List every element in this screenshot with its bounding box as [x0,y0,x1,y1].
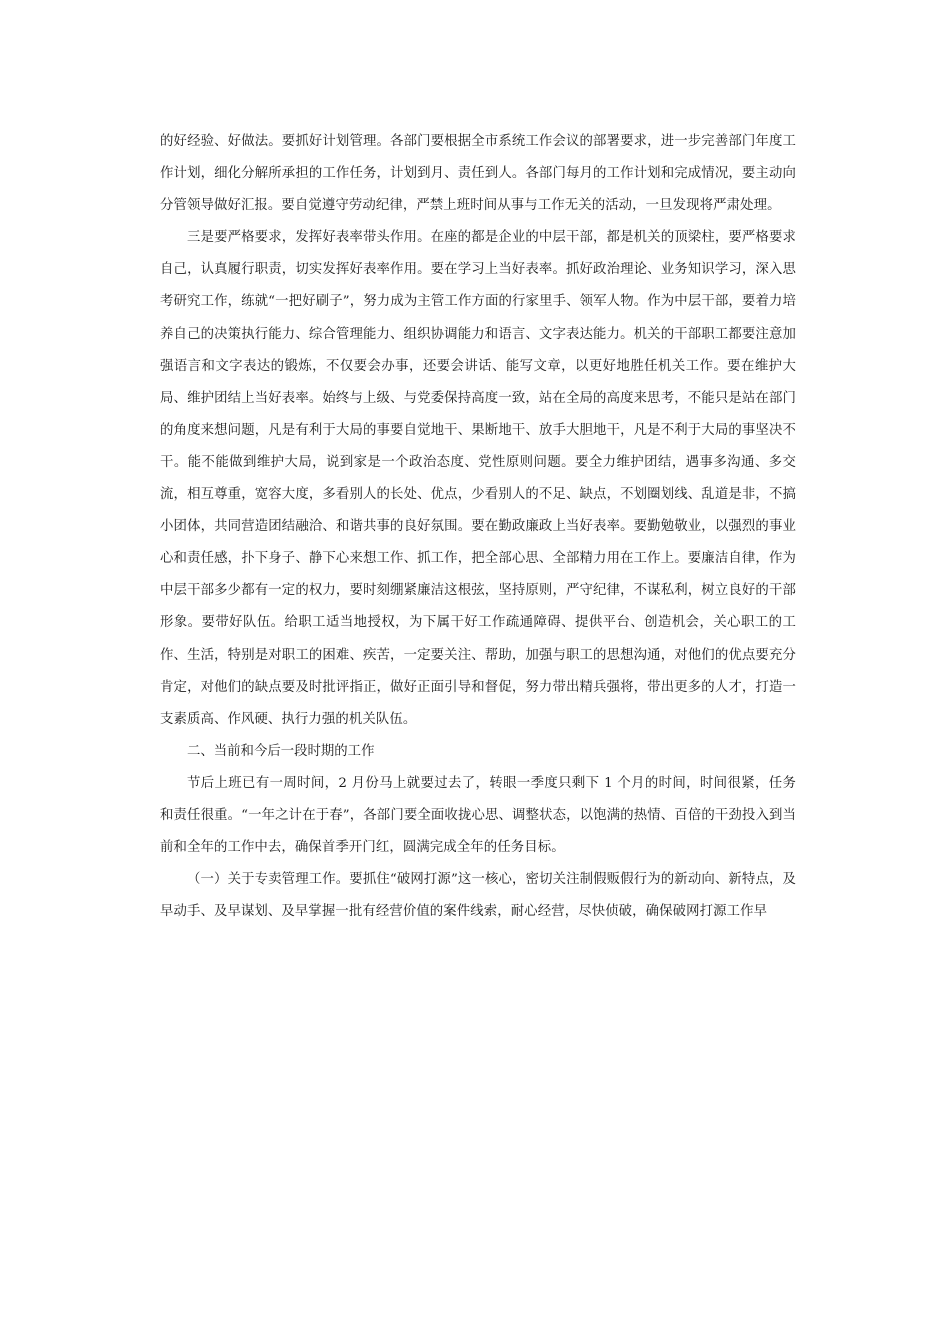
paragraph-4: （一）关于专卖管理工作。要抓住“破网打源”这一核心，密切关注制假贩假行为的新动向、新特点，及早动手、及早谋划、及早掌握一批有经营价值的案件线索，耐心经营，尽快侦破，确保破网打源工作早 [160,872,796,920]
paragraph-3: 节后上班已有一周时间，2 月份马上就要过去了，转眼一季度只剩下 1 个月的时间，时间很紧，任务和责任很重。“一年之计在于春”，各部门要全面收拢心思、调整状态，以饱满的热情、百倍的干劲投入到当前和全年的工作中去，确保首季开门红，圆满完成全年的任务目标。 [160,775,796,856]
section-heading: 二、当前和今后一段时期的工作 [187,743,375,759]
paragraph-2: 三是要严格要求，发挥好表率带头作用。在座的都是企业的中层干部，都是机关的顶梁柱，要严格要求自己，认真履行职责，切实发挥好表率作用。要在学习上当好表率。抓好政治理论、业务知识学习，深入思考研究工作，练就“一把好刷子”，努力成为主管工作方面的行家里手、领军人物。作为中层干部，要着力培养自己的决策执行能力、综合管理能力、组织协调能力和语言、文字表达能力。机关的干部职工都要注意加强语言和文字表达的锻炼，不仅要会办事，还要会讲话、能写文章，以更好地胜任机关工作。要在维护大局、维护团结上当好表率。始终与上级、与党委保持高度一致，站在全局的高度来思考，不能只是站在部门的角度来想问题，凡是有利于大局的事要自觉地干、果断地干、放手大胆地干，凡是不利于大局的事坚决不干。能不能做到维护大局，说到家是一个政治态度、党性原则问题。要全力维护团结，遇事多沟通、多交流，相互尊重，宽容大度，多看别人的长处、优点，少看别人的不足、缺点，不划圈划线、乱道是非，不搞小团体，共同营造团结融洽、和谐共事的良好氛围。要在勤政廉政上当好表率。要勤勉敬业，以强烈的事业心和责任感，扑下身子、静下心来想工作、抓工作，把全部心思、全部精力用在工作上。要廉洁自律，作为中层干部多少都有一定的权力，要时刻绷紧廉洁这根弦，坚持原则，严守纪律，不谋私利，树立良好的干部形象。要带好队伍。给职工适当地授权，为下属干好工作疏通障碍、提供平台、创造机会，关心职工的工作、生活，特别是对职工的困难、疾苦，一定要关注、帮助，加强与职工的思想沟通，对他们的优点要充分肯定，对他们的缺点要及时批评指正，做好正面引导和督促，努力带出精兵强将，带出更多的人才，打造一支素质高、作风硬、执行力强的机关队伍。 [160,230,796,727]
document-page [160,126,796,928]
paragraph-1: 的好经验、好做法。要抓好计划管理。各部门要根据全市系统工作会议的部署要求，进一步完善部门年度工作计划，细化分解所承担的工作任务，计划到月、责任到人。各部门每月的工作计划和完成情况，要主动向分管领导做好汇报。要自觉遵守劳动纪律，严禁上班时间从事与工作无关的活动，一旦发现将严肃处理。 [160,134,796,214]
